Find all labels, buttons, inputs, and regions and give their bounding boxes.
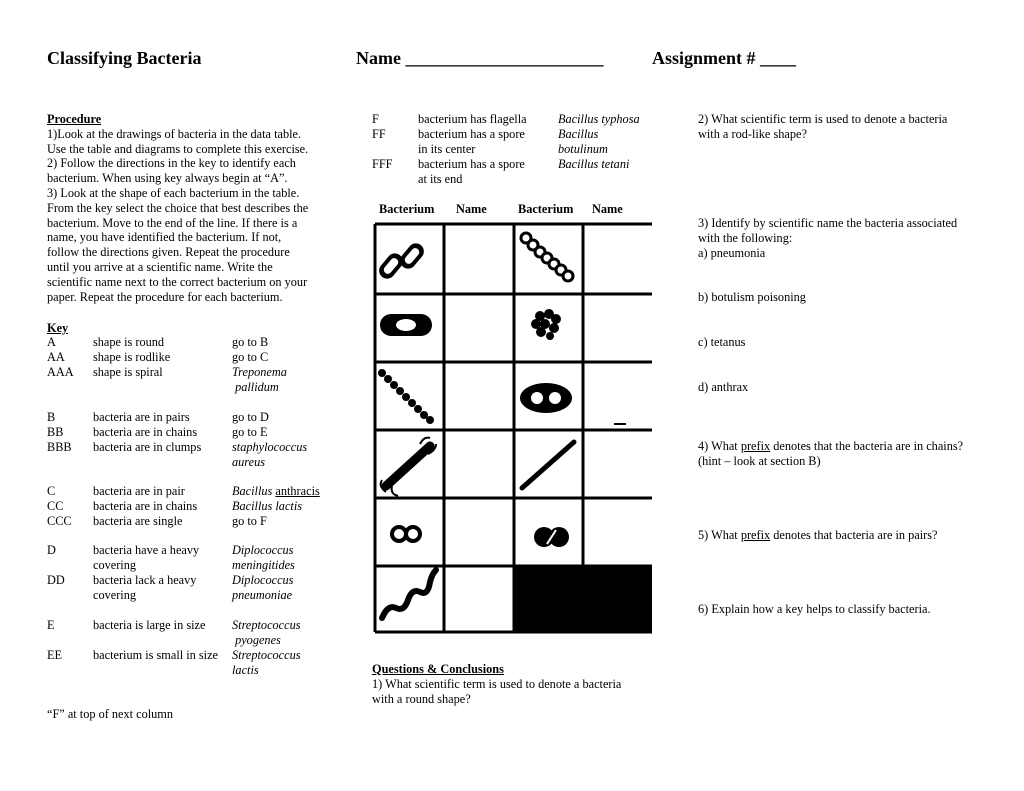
question-6: 6) Explain how a key helps to classify bacteria. xyxy=(698,602,931,616)
blacked-out-cell xyxy=(514,566,652,632)
bacteria-staphylococcus-icon xyxy=(531,309,561,340)
question-4-text: 4) What xyxy=(698,439,741,453)
key-code: F xyxy=(372,112,379,126)
question-2-line: with a rod-like shape? xyxy=(698,126,807,141)
key-desc: shape is spiral xyxy=(93,365,163,379)
key-action-line: Treponema xyxy=(232,365,287,379)
bacteria-spiral-icon xyxy=(382,570,436,618)
procedure-line: scientific name next to the correct bacterium on your xyxy=(47,274,308,289)
key-code: BBB xyxy=(47,440,72,454)
key-action: go to E xyxy=(232,425,268,439)
table-header-name-1: Name xyxy=(456,202,487,216)
question-3-line: 3) Identify by scientific name the bacteria associated xyxy=(698,216,958,230)
question-3-line: with the following: xyxy=(698,230,793,245)
bacteria-streptobacilli-icon xyxy=(522,442,574,488)
key-desc xyxy=(418,127,525,157)
procedure-line: 3) Look at the shape of each bacterium in the table. xyxy=(47,185,300,200)
key-desc xyxy=(93,573,196,603)
question-5-text-end: denotes that bacteria are in pairs? xyxy=(770,528,938,542)
key-code: AAA xyxy=(47,365,74,379)
key-action xyxy=(232,484,320,499)
key-desc xyxy=(418,157,525,187)
key-action-species: anthracis xyxy=(275,484,320,498)
key-desc-line: bacterium has a spore xyxy=(418,127,525,141)
bacteria-streptococcus-large-icon xyxy=(521,233,573,281)
key-desc: bacteria are in chains xyxy=(93,425,198,439)
key-action-line: Diplococcus xyxy=(232,543,294,557)
assignment-field-label[interactable]: Assignment # ____ xyxy=(652,48,797,68)
key-code: DD xyxy=(47,573,65,587)
key-desc: bacterium is small in size xyxy=(93,648,218,662)
question-3-line: a) pneumonia xyxy=(698,245,766,260)
key-action-line2: pyogenes xyxy=(232,632,281,647)
procedure-line: follow the directions given. Repeat the procedure xyxy=(47,245,290,260)
question-2-line: 2) What scientific term is used to denote a bacteria xyxy=(698,112,948,126)
bacteria-flagellated-icon xyxy=(381,438,436,496)
key-action-line: Streptococcus xyxy=(232,648,301,662)
key-code: D xyxy=(47,543,56,557)
key-desc: bacteria are in pair xyxy=(93,484,185,498)
questions-heading: Questions & Conclusions xyxy=(372,662,504,676)
key-action-line2: pneumoniae xyxy=(232,587,293,602)
bacteria-central-spore-icon xyxy=(380,314,432,336)
table-header-bacterium-1: Bacterium xyxy=(379,202,435,216)
question-3b: b) botulism poisoning xyxy=(698,290,806,304)
question-1-line: with a round shape? xyxy=(372,691,471,706)
questions-section xyxy=(372,662,672,706)
key-code: B xyxy=(47,410,56,424)
bacteria-diplococcus-solid-icon xyxy=(534,527,569,547)
key-action-genus: Bacillus xyxy=(232,484,273,498)
key-action: go to F xyxy=(232,514,267,528)
key-desc xyxy=(93,543,199,573)
key-action-line: Diplococcus xyxy=(232,573,294,587)
key-desc-line: bacterium has a spore xyxy=(418,157,525,171)
key-code: EE xyxy=(47,648,63,662)
question-2 xyxy=(698,112,998,142)
key-action: go to B xyxy=(232,335,269,349)
key-action-line2: pallidum xyxy=(232,379,279,394)
bacteria-streptococcus-small-icon xyxy=(378,369,434,424)
key-desc: bacteria are in chains xyxy=(93,499,198,513)
key-action: Bacillus tetani xyxy=(558,157,630,171)
bacteria-diplococcus-icon xyxy=(392,527,420,541)
key-action-line2: meningitides xyxy=(232,557,295,572)
key-action: go to C xyxy=(232,350,269,364)
table-header-name-2: Name xyxy=(592,202,623,216)
key-code: BB xyxy=(47,425,64,439)
key-desc-line2: at its end xyxy=(418,171,463,186)
table-header-bacterium-2: Bacterium xyxy=(518,202,574,216)
procedure-heading: Procedure xyxy=(47,112,102,126)
key-action xyxy=(232,573,293,603)
key-desc-line: bacteria have a heavy xyxy=(93,543,200,557)
key-desc: bacteria is large in size xyxy=(93,618,206,632)
key-desc-line2: covering xyxy=(93,557,137,572)
key-heading: Key xyxy=(47,321,69,335)
key-action-line: Streptococcus xyxy=(232,618,301,632)
question-5-text: 5) What xyxy=(698,528,741,542)
question-5 xyxy=(698,528,998,543)
key-action-line2: aureus xyxy=(232,454,266,469)
key-action xyxy=(232,648,301,678)
procedure-line: paper. Repeat the procedure for each bacterium. xyxy=(47,289,283,304)
question-3c: c) tetanus xyxy=(698,335,746,349)
key-action xyxy=(232,365,287,395)
key-code: CCC xyxy=(47,514,72,528)
key-footnote: “F” at top of next column xyxy=(47,707,174,721)
procedure-line: bacterium. When using key always begin at “A”. xyxy=(47,171,288,186)
question-4-text-end: denotes that the bacteria are in chains? xyxy=(770,439,964,453)
key-code: E xyxy=(47,618,55,632)
key-action: Bacillus lactis xyxy=(232,499,303,513)
key-code: A xyxy=(47,335,56,349)
procedure-line: Use the table and diagrams to complete this exercise. xyxy=(47,141,309,156)
key-action-line: Bacillus xyxy=(558,127,599,141)
procedure-line: 1)Look at the drawings of bacteria in the data table. xyxy=(47,126,302,141)
key-code: AA xyxy=(47,350,65,364)
key-action xyxy=(232,543,295,573)
key-desc: bacteria are in clumps xyxy=(93,440,202,454)
key-action: go to D xyxy=(232,410,269,424)
question-4 xyxy=(698,439,998,469)
key-code: CC xyxy=(47,499,64,513)
key-desc: shape is round xyxy=(93,335,165,349)
question-3d: d) anthrax xyxy=(698,380,749,394)
key-action xyxy=(232,440,307,470)
procedure-line: until you arrive at a scientific name. Write the xyxy=(47,259,273,274)
key-desc-line2: covering xyxy=(93,587,137,602)
procedure-line: 2) Follow the directions in the key to identify each xyxy=(47,156,296,171)
key-action: Bacillus typhosa xyxy=(558,112,640,126)
question-5-prefix: prefix xyxy=(740,528,771,542)
question-1-line: 1) What scientific term is used to denote a bacteria xyxy=(372,676,622,691)
bacteria-table xyxy=(370,218,654,636)
question-4-prefix: prefix xyxy=(740,439,771,453)
key-desc-line2: in its center xyxy=(418,141,476,156)
key-desc: bacteria are single xyxy=(93,514,183,528)
key-action xyxy=(558,127,608,157)
question-4-line xyxy=(698,439,998,454)
key-action-line: staphylococcus xyxy=(232,440,308,454)
question-4-hint: (hint – look at section B) xyxy=(698,453,821,468)
bacteria-diplobacilli-icon xyxy=(376,240,427,282)
key-action xyxy=(232,618,301,648)
key-code: C xyxy=(47,484,56,498)
key-desc: bacterium has flagella xyxy=(418,112,527,126)
procedure-line: From the key select the choice that best describes the xyxy=(47,200,309,215)
page-title: Classifying Bacteria xyxy=(47,48,202,68)
procedure-section xyxy=(47,112,337,304)
key-action-line2: botulinum xyxy=(558,141,608,156)
key-desc: bacteria are in pairs xyxy=(93,410,190,424)
key-desc-line: bacteria lack a heavy xyxy=(93,573,197,587)
key-desc: shape is rodlike xyxy=(93,350,171,364)
key-action-line2: lactis xyxy=(232,662,259,677)
name-field-label[interactable]: Name ______________________ xyxy=(356,48,604,68)
procedure-line: bacterium. Move to the end of the line. If there is a xyxy=(47,215,298,230)
key-code: FF xyxy=(372,127,386,141)
key-code: FFF xyxy=(372,157,393,171)
procedure-line: name, you have identified the bacterium. If not, xyxy=(47,230,282,245)
bacteria-encapsulated-diplococcus-icon xyxy=(520,383,572,413)
question-3 xyxy=(698,216,998,260)
